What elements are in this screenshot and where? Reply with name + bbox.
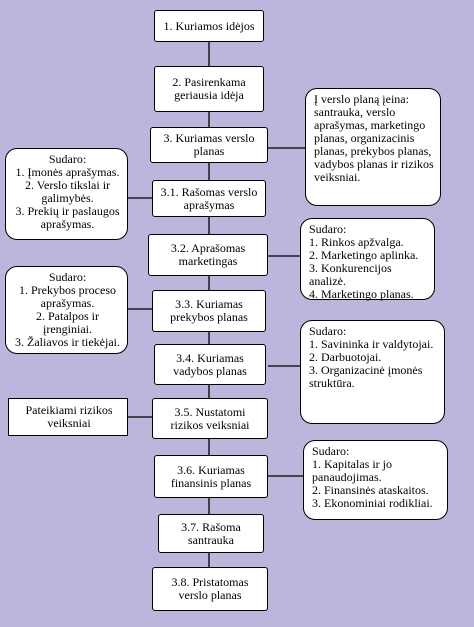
step-3-5-box <box>152 398 268 439</box>
list-item: 2. Verslo tikslai ir galimybės. <box>24 178 111 205</box>
sales-list <box>14 284 121 349</box>
step-3-4-label: 3.4. Kuriamas vadybos planas <box>173 350 247 378</box>
step-3-4-box <box>154 344 266 385</box>
business-description-note <box>5 148 128 240</box>
list-item: 2. Finansinės ataskaitos. <box>312 483 429 497</box>
step-3-1-label: 3.1. Rašomas verslo aprašymas <box>160 184 258 212</box>
step-3-label: 3. Kuriamas verslo planas <box>163 131 255 158</box>
step-3-7-box <box>158 514 264 553</box>
step-3-8-box <box>152 567 268 611</box>
sales-title: Sudaro: <box>48 270 87 284</box>
finance-title: Sudaro: <box>312 444 350 458</box>
business-description-list <box>14 166 121 231</box>
finance-list <box>312 458 441 510</box>
marketing-list <box>309 236 428 301</box>
plan-contents-note <box>305 88 441 206</box>
step-3-3-label: 3.3. Kuriamas prekybos planas <box>170 297 248 324</box>
step-3-8-label: 3.8. Pristatomas verslo planas <box>171 575 249 602</box>
marketing-title: Sudaro: <box>309 222 347 236</box>
step-3-box <box>150 127 268 163</box>
step-3-3-box <box>152 290 266 332</box>
step-1-label: 1. Kuriamos idėjos <box>163 18 255 33</box>
list-item: 2. Darbuotojai. <box>309 350 382 364</box>
step-2-box <box>154 66 264 112</box>
finance-note <box>303 440 448 520</box>
list-item: 3. Organizacinė įmonės struktūra. <box>309 363 423 390</box>
plan-contents-text: Į verslo planą įeina: santrauka, verslo aprašymas, marketingo planas, organizacinis planas, prekybos planas, vadybos planas ir rizikos veiksniai. <box>314 92 434 184</box>
risk-text: Pateikiami rizikos veiksniai <box>25 403 113 430</box>
step-3-6-label: 3.6. Kuriamas finansinis planas <box>170 462 252 490</box>
list-item: 1. Rinkos apžvalga. <box>309 235 404 249</box>
list-item: 3. Ekonominiai rodikliai. <box>312 496 433 510</box>
step-1-box <box>154 10 264 42</box>
list-item: 3. Prekių ir paslaugos aprašymas. <box>15 204 120 231</box>
list-item: 1. Įmonės aprašymas. <box>15 165 120 179</box>
step-3-1-box <box>152 180 266 217</box>
management-title: Sudaro: <box>309 324 347 338</box>
management-list <box>309 338 438 390</box>
step-3-7-label: 3.7. Rašoma santrauka <box>181 519 241 547</box>
list-item: 1. Prekybos proceso aprašymas. <box>19 283 116 310</box>
list-item: 2. Marketingo aplinka. <box>309 248 419 262</box>
risk-note <box>8 398 128 436</box>
step-2-label: 2. Pasirenkama geriausia idėja <box>172 75 246 102</box>
step-3-2-box <box>148 234 268 276</box>
list-item: 1. Kapitalas ir jo panaudojimas. <box>312 457 392 484</box>
business-description-title: Sudaro: <box>48 152 87 166</box>
step-3-2-label: 3.2. Aprašomas marketingas <box>170 241 246 268</box>
marketing-note <box>300 218 435 300</box>
step-3-5-label: 3.5. Nustatomi rizikos veiksniai <box>170 404 250 432</box>
management-note <box>300 320 445 424</box>
step-3-6-box <box>154 455 268 498</box>
list-item: 3. Žaliavos ir tiekėjai. <box>15 335 120 349</box>
list-item: 2. Patalpos ir įrenginiai. <box>36 309 99 336</box>
list-item: 3. Konkurencijos analizė. <box>309 261 392 288</box>
list-item: 1. Savininka ir valdytojai. <box>309 337 434 351</box>
list-item: 4. Marketingo planas. <box>309 287 414 301</box>
sales-note <box>5 266 128 354</box>
